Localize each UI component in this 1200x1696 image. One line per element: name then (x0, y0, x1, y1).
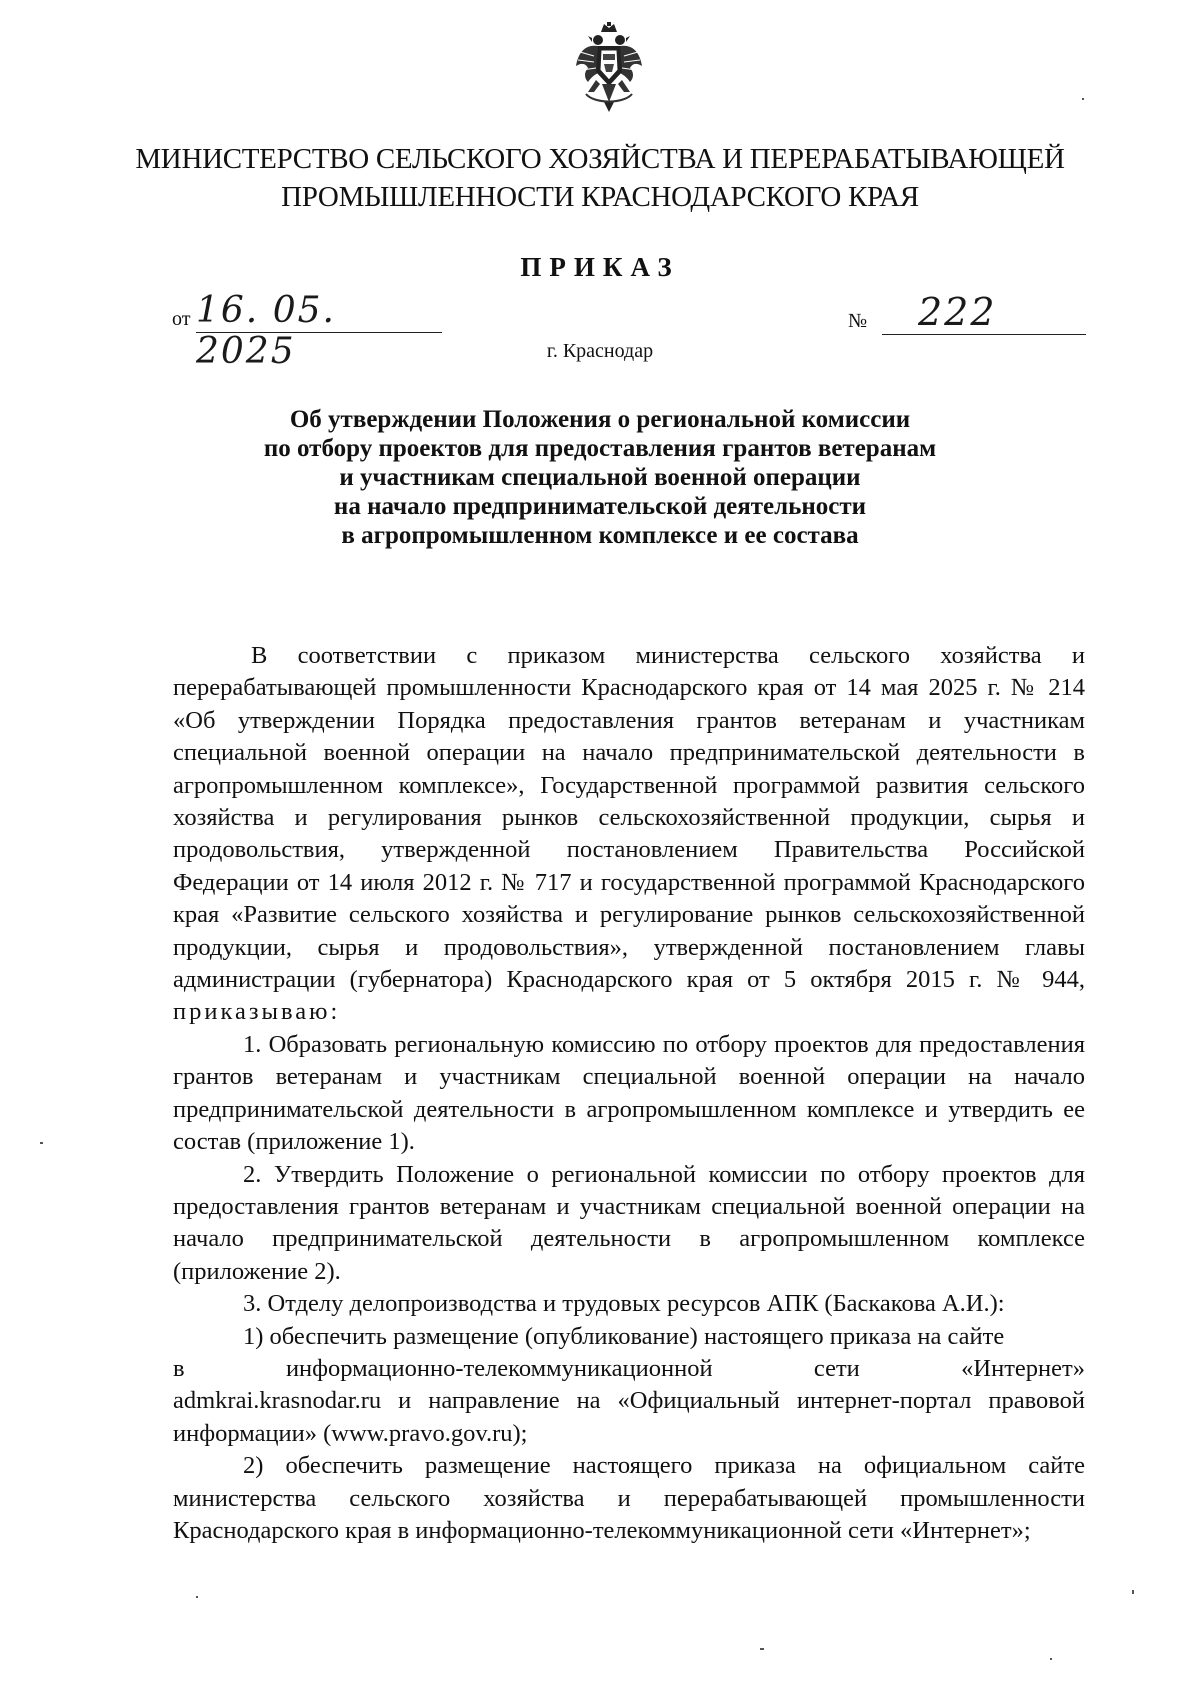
scan-speck (760, 1648, 764, 1650)
title-line4: на начало предпринимательской деятельности (333, 493, 867, 520)
preamble-text: В соответствии с приказом министерства сельского хозяйства и перерабатывающей промышленности Краснодарского края от 14 мая 2025 г. № 214 «Об утверждении Порядка предоставления грантов ветеранам и участникам специальной военной операции на начало предпринимательской деятельности в агропромышленном комплексе», Государственной программой развития сельского хозяйства и регулирования рынков сельскохозяйственной продукции, сырья и продовольствия, утвержденной постановлением Правительства Российской Федерации от 14 июля 2012 г. № 717 и государственной программой Краснодарского края «Развитие сельского хозяйства и регулирование рынков сельскохозяйственной продукции, сырья и продовольствия», утвержденной постановлением главы администрации (губернатора) Краснодарского края от 5 октября 2015 г. № 944, (173, 642, 1085, 994)
document-type: ПРИКАЗ (520, 252, 680, 282)
order-date-handwritten: 16. 05. 2025 (196, 290, 336, 372)
item-3-1-rest: admkrai.krasnodar.ru и направление на «Официальный интернет-портал правовой информации» (www.pravo.gov.ru); (173, 1387, 1085, 1447)
item-3-paragraph: 3. Отделу делопроизводства и трудовых ресурсов АПК (Баскакова А.И.): (243, 1290, 1005, 1318)
scan-speck (1132, 1590, 1134, 1594)
scan-speck (196, 1596, 198, 1598)
title-line1: Об утверждении Положения о региональной комиссии (289, 406, 911, 433)
ministry-name (120, 140, 1080, 216)
scan-speck (40, 1142, 43, 1144)
item-2-paragraph: 2. Утвердить Положение о региональной комиссии по отбору проектов для предоставления грантов ветеранам и участникам специальной военной операции на начало предпринимательской деятельности в агропромышленном комплексе (приложение 2). (173, 1160, 1085, 1285)
number-prefix: № (848, 310, 868, 332)
ministry-name-line1: МИНИСТЕРСТВО СЕЛЬСКОГО ХОЗЯЙСТВА И ПЕРЕРАБАТЫВАЮЩЕЙ (135, 143, 1065, 175)
number-underline (882, 334, 1086, 335)
item-3-1-line1: 1) обеспечить размещение (опубликование) настоящего приказа на сайте (243, 1322, 1005, 1350)
order-number-handwritten: 222 (918, 290, 997, 334)
order-body (173, 640, 1085, 1547)
title-line2: по отбору проектов для предоставления грантов ветеранам (263, 435, 937, 462)
preamble-paragraph (173, 640, 1085, 1029)
scan-speck (1082, 98, 1084, 100)
preamble-emphasis: приказываю: (173, 998, 341, 1026)
title-line3: и участникам специальной военной операции (339, 464, 861, 491)
item-3-2-paragraph: 2) обеспечить размещение настоящего приказа на официальном сайте министерства сельского хозяйства и перерабатывающей промышленности Краснодарского края в информационно-телекоммуникационной сети «Интернет»; (173, 1452, 1085, 1544)
ministry-name-line2: ПРОМЫШЛЕННОСТИ КРАСНОДАРСКОГО КРАЯ (281, 181, 919, 213)
item-3-1-line2: в информационно-телекоммуникационной сети «Интернет» (173, 1354, 1085, 1382)
order-title (160, 405, 1040, 550)
coat-of-arms-icon (574, 22, 644, 114)
order-number-field (848, 290, 1086, 338)
issue-city: г. Краснодар (546, 340, 654, 362)
order-date-field (172, 290, 442, 372)
title-line5: в агропромышленном комплексе и ее состава (341, 522, 859, 549)
date-prefix: от (172, 308, 191, 330)
item-1-paragraph: 1. Образовать региональную комиссию по отбору проектов для предоставления грантов ветеранам и участникам специальной военной операции на начало предпринимательской деятельности в агропромышленном комплексе и утвердить ее состав (приложение 1). (173, 1030, 1085, 1156)
scan-speck (1050, 1658, 1052, 1660)
